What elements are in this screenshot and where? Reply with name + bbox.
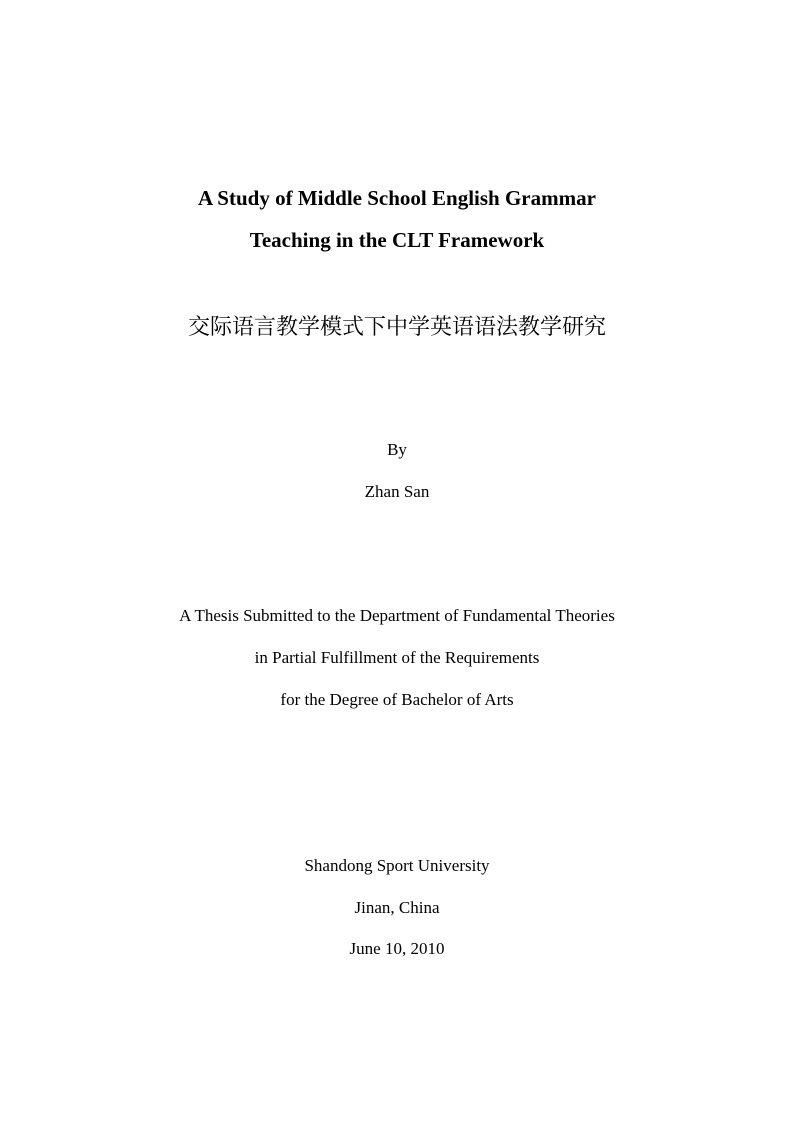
author-name: Zhan San <box>364 482 430 501</box>
submission-statement-line-3: for the Degree of Bachelor of Arts <box>280 690 514 709</box>
thesis-title-chinese: 交际语言教学模式下中学英语语法教学研究 <box>187 315 606 340</box>
thesis-title-line-2: Teaching in the CLT Framework <box>249 228 545 252</box>
institution-location: Jinan, China <box>354 898 440 917</box>
thesis-title-line-1: A Study of Middle School English Grammar <box>198 186 596 210</box>
byline-by: By <box>387 440 407 459</box>
submission-date: June 10, 2010 <box>349 939 445 958</box>
submission-statement-line-1: A Thesis Submitted to the Department of Fundamental Theories <box>179 606 615 625</box>
submission-statement-line-2: in Partial Fulfillment of the Requirements <box>254 648 540 667</box>
institution-name: Shandong Sport University <box>304 856 490 875</box>
